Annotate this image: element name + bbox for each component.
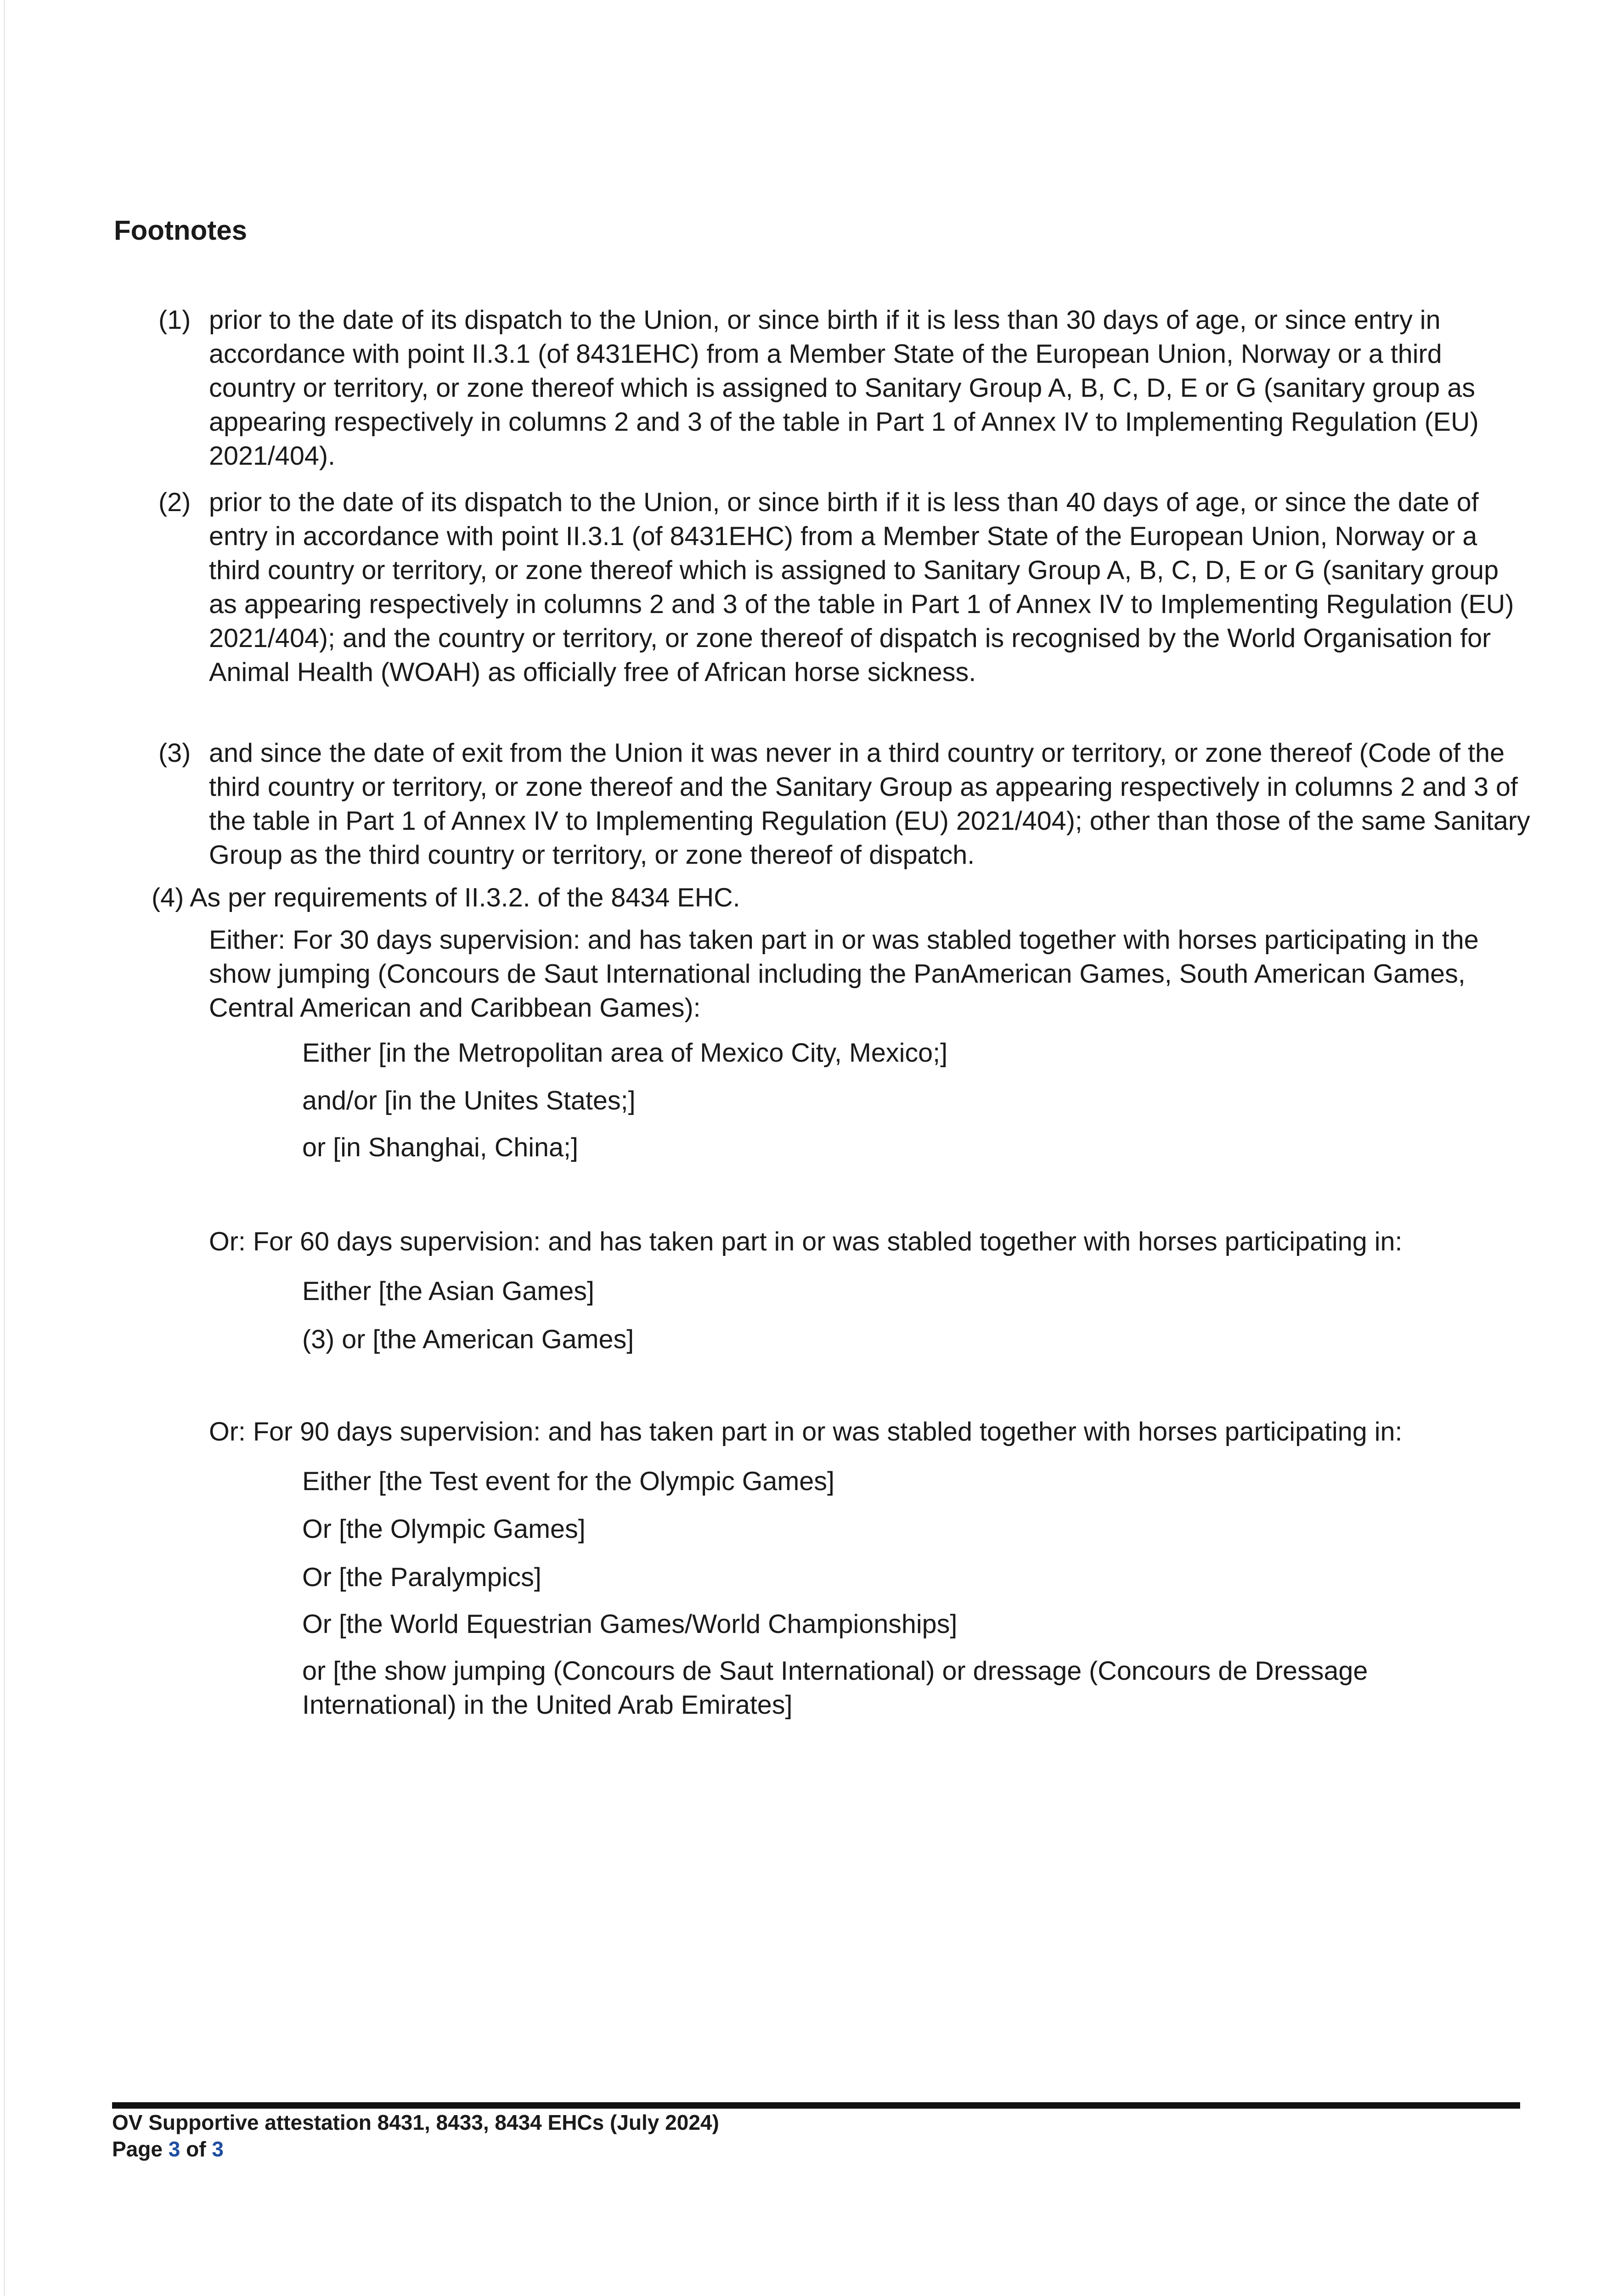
page-current: 3 <box>168 2137 180 2161</box>
supervision-30-days: Either: For 30 days supervision: and has taken part in or was stabled together with horses participating in the show jumping (Concours de Saut International including the PanAmerican Games, South American Games, Central American and Caribbean Games): <box>209 925 1479 1023</box>
supervision-60-days: Or: For 60 days supervision: and has taken part in or was stabled together with horses participating in: <box>209 1227 1403 1256</box>
footnote-3 <box>158 736 1532 872</box>
option-90-test-event: Either [the Test event for the Olympic Games] <box>302 1467 835 1496</box>
option-30-shanghai: or [in Shanghai, China;] <box>302 1133 578 1162</box>
footnote-number: (1) <box>158 305 191 335</box>
footnote-text: prior to the date of its dispatch to the Union, or since birth if it is less than 30 days of age, or since entry in accordance with point II.3.1 (of 8431EHC) from a Member State of the European Union, Norway or a third country or territory, or zone thereof which is assigned to Sanitary Group A, B, C, D, E or G (sanitary group as appearing respectively in columns 2 and 3 of the table in Part 1 of Annex IV to Implementing Regulation (EU) 2021/404). <box>209 305 1479 471</box>
footnote-text: and since the date of exit from the Union it was never in a third country or territory, or zone thereof (Code of the third country or territory, or zone thereof and the Sanitary Group as appearing respectively in columns 2 and 3 of the table in Part 1 of Annex IV to Implementing Regulation (EU) 2021/404); other than those of the same Sanitary Group as the third country or territory, or zone thereof of dispatch. <box>209 738 1530 870</box>
footnote-1 <box>158 303 1532 473</box>
option-90-uae: or [the show jumping (Concours de Saut International) or dressage (Concours de Dressage International) in the United Arab Emirates] <box>302 1656 1368 1720</box>
footnote-text: prior to the date of its dispatch to the Union, or since birth if it is less than 40 days of age, or since the date of entry in accordance with point II.3.1 (of 8431EHC) from a Member State of the European Union, Norway or a third country or territory, or zone thereof which is assigned to Sanitary Group A, B, C, D, E or G (sanitary group as appearing respectively in columns 2 and 3 of the table in Part 1 of Annex IV to Implementing Regulation (EU) 2021/404); and the country or territory, or zone thereof of dispatch is recognised by the World Organisation for Animal Health (WOAH) as officially free of African horse sickness. <box>209 488 1514 687</box>
footnote-4-title: (4) As per requirements of II.3.2. of the 8434 EHC. <box>152 883 740 912</box>
option-90-olympic-games: Or [the Olympic Games] <box>302 1514 586 1544</box>
option-90-world-equestrian: Or [the World Equestrian Games/World Championships] <box>302 1609 958 1639</box>
scan-edge <box>4 0 5 2296</box>
footnote-number: (3) <box>158 738 191 768</box>
page-label: Page <box>112 2137 163 2161</box>
page-of: of <box>186 2137 206 2161</box>
supervision-90-days: Or: For 90 days supervision: and has taken part in or was stabled together with horses participating in: <box>209 1417 1403 1446</box>
option-90-paralympics: Or [the Paralympics] <box>302 1563 541 1592</box>
option-60-american-games: (3) or [the American Games] <box>302 1325 634 1354</box>
footnote-number: (2) <box>158 488 191 517</box>
option-30-united-states: and/or [in the Unites States;] <box>302 1086 636 1115</box>
footer-divider <box>112 2102 1520 2109</box>
footnote-2 <box>158 485 1532 689</box>
option-60-asian-games: Either [the Asian Games] <box>302 1277 595 1306</box>
footnotes-heading: Footnotes <box>114 215 247 246</box>
footer-page-number <box>112 2136 224 2162</box>
page-total: 3 <box>212 2137 224 2161</box>
footer-title: OV Supportive attestation 8431, 8433, 8434 EHCs (July 2024) <box>112 2110 719 2134</box>
option-30-mexico: Either [in the Metropolitan area of Mexico City, Mexico;] <box>302 1038 948 1068</box>
